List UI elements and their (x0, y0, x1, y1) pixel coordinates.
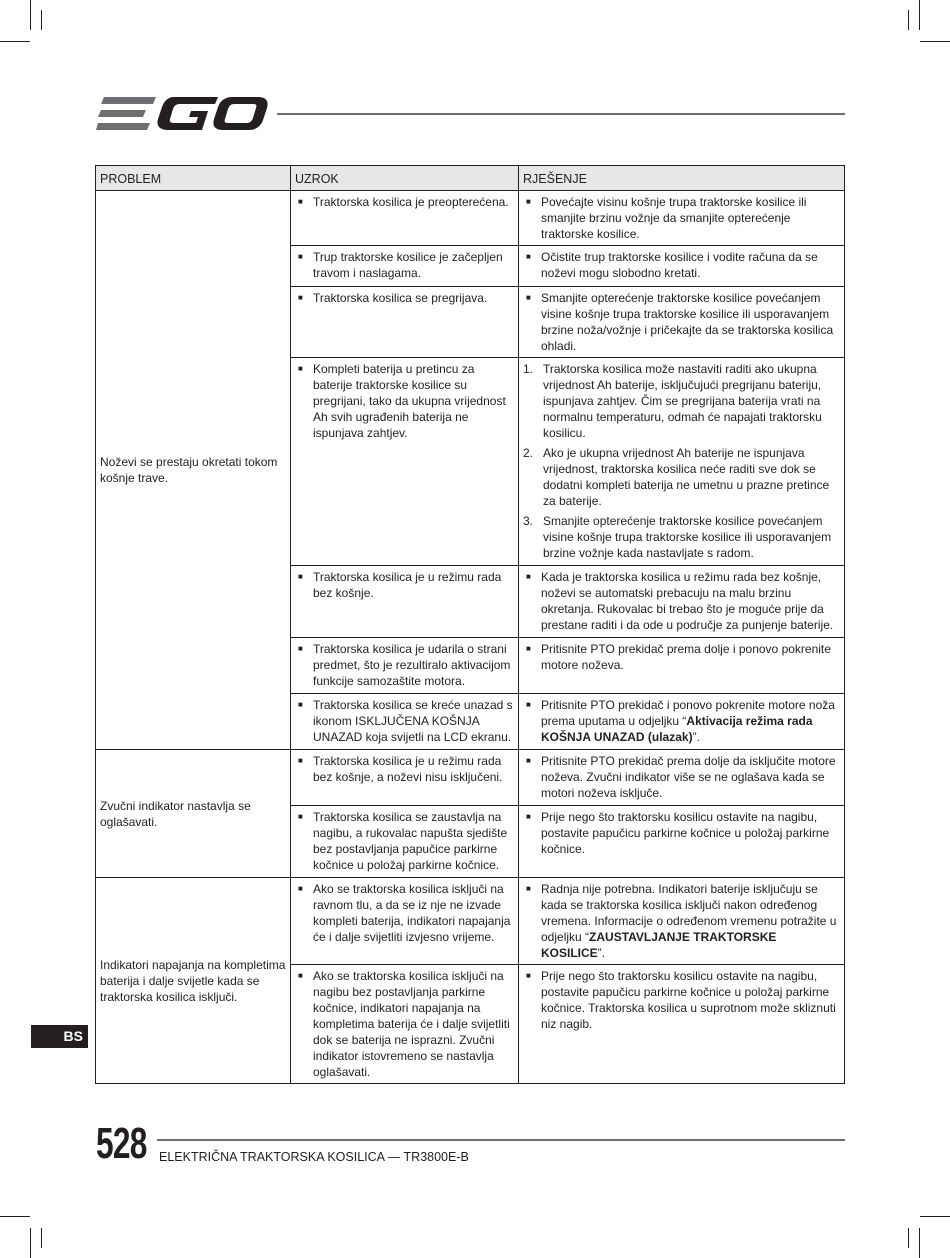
bullet-icon: ■ (298, 572, 303, 581)
solution-cell: ■ Radnja nije potrebna. Indikatori baterije isključuju se kada se traktorska kosilica isključi nakon određenog vremena. Informacije o određenom vremenu potražite u odjeljku “ZAUSTAVLJANJE TRAKTORSKE KOSILICE”. (519, 878, 845, 965)
bullet-icon: ■ (526, 644, 531, 653)
crop-mark (920, 1216, 950, 1217)
solution-cell: ■ Povećajte visinu košnje trupa traktorske kosilice ili smanjite brzinu vožnje da smanjite opterećenje traktorske kosilice. (519, 191, 845, 246)
crop-mark (0, 41, 30, 42)
cause-cell: ■ Traktorska kosilica je u režimu rada bez košnje, a noževi nisu isključeni. (291, 750, 519, 806)
bullet-icon: ■ (298, 884, 303, 893)
footer-title: ELEKTRIČNA TRAKTORSKA KOSILICA — TR3800E-B (159, 1150, 469, 1164)
table-row (96, 878, 845, 965)
bullet-icon: ■ (526, 197, 531, 206)
bullet-icon: ■ (526, 293, 531, 302)
numbered-step: 2. Ako je ukupna vrijednost Ah baterije ne ispunjava vrijednost, traktorska kosilica neće raditi sve dok se dodatni kompleti baterija ne umetnu u prazne pretince za baterije. (523, 446, 830, 508)
cause-cell: ■ Traktorska kosilica je udarila o strani predmet, što je rezultiralo aktivacijom funkcije samozaštite motora. (291, 638, 519, 694)
cause-cell: ■ Trup traktorske kosilice je začepljen travom i naslagama. (291, 246, 519, 287)
problem-cell: Indikatori napajanja na kompletima baterija i dalje svijetle kada se traktorska kosilica isključi. (96, 878, 291, 1084)
bullet-icon: ■ (526, 884, 531, 893)
bullet-icon: ■ (526, 700, 531, 709)
ego-logo (96, 93, 268, 133)
numbered-step: 3. Smanjite opterećenje traktorske kosilice povećanjem visine košnje trupa traktorske kosilice ili usporavanjem brzine vožnje kada nastavljate s radom. (523, 514, 832, 560)
table-row (96, 191, 845, 246)
crop-mark (908, 1228, 909, 1248)
cause-cell: ■ Traktorska kosilica se zaustavlja na nagibu, a rukovalac napušta sjedište bez postavljanja papučice parkirne kočnice u položaj parkirne kočnice. (291, 806, 519, 878)
crop-mark (0, 1216, 30, 1217)
footer-rule (157, 1139, 845, 1141)
solution-cell: ■ Pritisnite PTO prekidač prema dolje i ponovo pokrenite motore noževa. (519, 638, 845, 694)
bullet-icon: ■ (526, 971, 531, 980)
crop-mark (41, 1228, 42, 1248)
section-reference: Aktivacija režima rada KOŠNJA UNAZAD (ulazak) (541, 714, 813, 744)
crop-mark (919, 0, 920, 30)
cause-cell: ■ Traktorska kosilica se pregrijava. (291, 287, 519, 358)
bullet-icon: ■ (298, 971, 303, 980)
bullet-icon: ■ (526, 252, 531, 261)
section-reference: ZAUSTAVLJANJE TRAKTORSKE KOSILICE (541, 930, 777, 960)
solution-cell: ■ Prije nego što traktorsku kosilicu ostavite na nagibu, postavite papučicu parkirne kočnice u položaj parkirne kočnice. Traktorska kosilica u suprotnom može skliznuti niz nagib. (519, 965, 845, 1084)
bullet-icon: ■ (298, 364, 303, 373)
bullet-icon: ■ (298, 700, 303, 709)
bullet-icon: ■ (298, 252, 303, 261)
solution-cell: ■ Pritisnite PTO prekidač i ponovo pokrenite motore noža prema uputama u odjeljku “Aktivacija režima rada KOŠNJA UNAZAD (ulazak)”. (519, 694, 845, 750)
language-tab: BS (31, 1025, 88, 1048)
crop-mark (30, 1228, 31, 1258)
bullet-icon: ■ (298, 812, 303, 821)
crop-mark (908, 10, 909, 30)
header-rule (277, 113, 845, 115)
cause-cell: ■ Traktorska kosilica je u režimu rada bez košnje. (291, 566, 519, 638)
cause-cell: ■ Ako se traktorska kosilica isključi na nagibu bez postavljanja parkirne kočnice, indikatori napajanja na kompletima baterija će i dalje svijetliti dok se baterija ne isprazni. Zvučni indikator istovremeno se nastavlja oglašavati. (291, 965, 519, 1084)
table-header-row (96, 166, 845, 191)
bullet-icon: ■ (526, 756, 531, 765)
page-number: 528 (96, 1119, 147, 1168)
cause-cell: ■ Ako se traktorska kosilica isključi na ravnom tlu, a da se iz nje ne izvade kompleti baterija, indikatori napajanja će i dalje svijetliti izvjesno vrijeme. (291, 878, 519, 965)
numbered-step: 1. Traktorska kosilica može nastaviti raditi ako ukupna vrijednost Ah baterije, isključujući pregrijanu bateriju, ispunjava zahtjev. Čim se pregrijana baterija vrati na normalnu temperaturu, odmah će napajati traktorsku kosilicu. (523, 362, 822, 440)
crop-mark (30, 0, 31, 30)
crop-mark (919, 1228, 920, 1258)
header-cause: UZROK (291, 166, 519, 191)
bullet-icon: ■ (298, 293, 303, 302)
bullet-icon: ■ (298, 756, 303, 765)
troubleshooting-table (95, 165, 845, 1084)
bullet-icon: ■ (526, 812, 531, 821)
cause-cell: ■ Traktorska kosilica se kreće unazad s ikonom ISKLJUČENA KOŠNJA UNAZAD koja svijetli na LCD ekranu. (291, 694, 519, 750)
problem-cell: Zvučni indikator nastavlja se oglašavati. (96, 750, 291, 878)
bullet-icon: ■ (298, 644, 303, 653)
solution-cell: ■ Smanjite opterećenje traktorske kosilice povećanjem visine košnje trupa traktorske kosilice ili usporavanjem brzine noža/vožnje i pričekajte da se traktorska kosilica ohladi. (519, 287, 845, 358)
cause-cell: ■ Traktorska kosilica je preopterećena. (291, 191, 519, 246)
crop-mark (920, 41, 950, 42)
table-row (96, 750, 845, 806)
bullet-icon: ■ (298, 197, 303, 206)
solution-cell: ■ Kada je traktorska kosilica u režimu rada bez košnje, noževi se automatski prebacuju na malu brzinu okretanja. Rukovalac bi trebao što je moguće prije da prestane raditi i da ode u područje za punjenje baterije. (519, 566, 845, 638)
cause-cell: ■ Kompleti baterija u pretincu za baterije traktorske kosilice su pregrijani, tako da ukupna vrijednost Ah svih ugrađenih baterija ne ispunjava zahtjev. (291, 358, 519, 566)
solution-cell: ■ Prije nego što traktorsku kosilicu ostavite na nagibu, postavite papučicu parkirne kočnice u položaj parkirne kočnice. (519, 806, 845, 878)
problem-cell: Noževi se prestaju okretati tokom košnje trave. (96, 191, 291, 750)
header-problem: PROBLEM (96, 166, 291, 191)
bullet-icon: ■ (526, 572, 531, 581)
crop-mark (41, 10, 42, 30)
solution-cell: ■ Pritisnite PTO prekidač prema dolje da isključite motore noževa. Zvučni indikator više se ne oglašava kada se motori noževa isključe. (519, 750, 845, 806)
solution-cell (519, 358, 845, 566)
header-solution: RJEŠENJE (519, 166, 845, 191)
solution-cell: ■ Očistite trup traktorske kosilice i vodite računa da se noževi mogu slobodno kretati. (519, 246, 845, 287)
